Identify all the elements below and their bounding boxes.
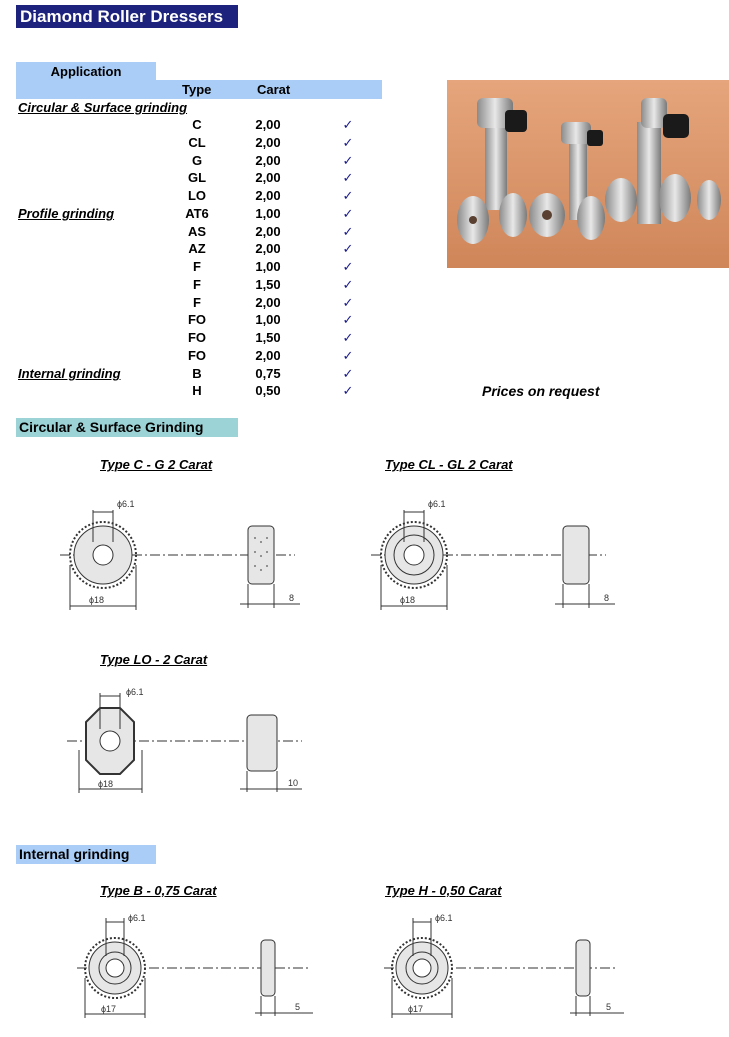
drawing-title-h: Type H - 0,50 Carat: [385, 883, 502, 898]
row-type: F: [193, 277, 201, 292]
dim-bore-cl-gl: ϕ6.1: [428, 499, 446, 509]
dim-bore-c-g: ϕ6.1: [117, 499, 135, 509]
check-icon: ✓: [342, 259, 354, 274]
row-carat: 2,00: [255, 348, 281, 363]
row-carat: 2,00: [255, 135, 281, 150]
category-profile: Profile grinding: [18, 206, 115, 221]
dim-width-b: 5: [295, 1002, 301, 1012]
check-icon: ✓: [342, 153, 354, 168]
row-carat: 1,00: [255, 312, 281, 327]
section-internal: Internal grinding: [16, 845, 156, 864]
check-icon: ✓: [342, 348, 354, 363]
dim-bore-b: ϕ6.1: [128, 913, 146, 923]
page-title: Diamond Roller Dressers: [16, 5, 238, 28]
dim-bore-h: ϕ6.1: [435, 913, 453, 923]
row-type: AZ: [188, 241, 206, 256]
drawing-b: [75, 908, 325, 1023]
drawing-c-g: [55, 490, 315, 615]
check-icon: ✓: [342, 277, 354, 292]
row-carat: 1,00: [255, 259, 281, 274]
category-internal: Internal grinding: [18, 366, 121, 381]
drawing-title-b: Type B - 0,75 Carat: [100, 883, 217, 898]
drawing-title-lo: Type LO - 2 Carat: [100, 652, 208, 667]
row-type: AT6: [185, 206, 209, 221]
row-type: FO: [187, 312, 207, 327]
check-icon: ✓: [342, 188, 354, 203]
row-type: FO: [187, 348, 207, 363]
dim-dia-lo: ϕ18: [98, 779, 114, 789]
dim-dia-cl-gl: ϕ18: [400, 595, 416, 605]
prices-note: Prices on request: [482, 383, 600, 399]
check-icon: ✓: [342, 241, 354, 256]
dim-dia-b: ϕ17: [101, 1004, 117, 1014]
row-type: FO: [187, 330, 207, 345]
row-carat: 1,00: [255, 206, 281, 221]
row-carat: 2,00: [255, 295, 281, 310]
dim-width-c-g: 8: [289, 593, 295, 603]
row-carat: 2,00: [255, 241, 281, 256]
row-type: H: [192, 383, 202, 398]
row-carat: 1,50: [255, 330, 281, 345]
row-type: F: [193, 295, 201, 310]
row-carat: 2,00: [255, 117, 281, 132]
check-icon: ✓: [342, 383, 354, 398]
drawing-h: [382, 908, 632, 1023]
check-icon: ✓: [342, 135, 354, 150]
row-type: AS: [187, 224, 207, 239]
row-type: B: [192, 366, 202, 381]
check-icon: ✓: [342, 206, 354, 221]
header-carat: Carat: [257, 82, 291, 97]
check-icon: ✓: [342, 366, 354, 381]
table-header: [16, 80, 382, 99]
section-circular-surface: Circular & Surface Grinding: [16, 418, 238, 437]
dim-dia-c-g: ϕ18: [89, 595, 105, 605]
row-type: GL: [187, 170, 207, 185]
dim-width-lo: 10: [288, 778, 299, 788]
dim-width-cl-gl: 8: [604, 593, 610, 603]
row-carat: 1,50: [255, 277, 281, 292]
drawing-cl-gl: [366, 490, 626, 615]
check-icon: ✓: [342, 295, 354, 310]
row-type: C: [192, 117, 202, 132]
check-icon: ✓: [342, 224, 354, 239]
row-carat: 2,00: [255, 188, 281, 203]
category-circular-surface: Circular & Surface grinding: [18, 100, 188, 115]
row-carat: 2,00: [255, 153, 281, 168]
product-photo: [447, 80, 729, 268]
check-icon: ✓: [342, 170, 354, 185]
check-icon: ✓: [342, 117, 354, 132]
dim-bore-lo: ϕ6.1: [126, 687, 144, 697]
row-carat: 0,50: [255, 383, 281, 398]
header-application: Application: [16, 62, 156, 81]
row-type: G: [191, 153, 203, 168]
dim-dia-h: ϕ17: [408, 1004, 424, 1014]
row-type: CL: [188, 135, 206, 150]
row-type: LO: [187, 188, 207, 203]
row-carat: 2,00: [255, 224, 281, 239]
check-icon: ✓: [342, 312, 354, 327]
row-type: F: [193, 259, 201, 274]
drawing-title-cl-gl: Type CL - GL 2 Carat: [385, 457, 513, 472]
drawing-lo: [62, 685, 322, 800]
drawing-title-c-g: Type C - G 2 Carat: [100, 457, 213, 472]
dim-width-h: 5: [606, 1002, 612, 1012]
header-type: Type: [182, 82, 212, 97]
row-carat: 2,00: [255, 170, 281, 185]
check-icon: ✓: [342, 330, 354, 345]
row-carat: 0,75: [255, 366, 281, 381]
